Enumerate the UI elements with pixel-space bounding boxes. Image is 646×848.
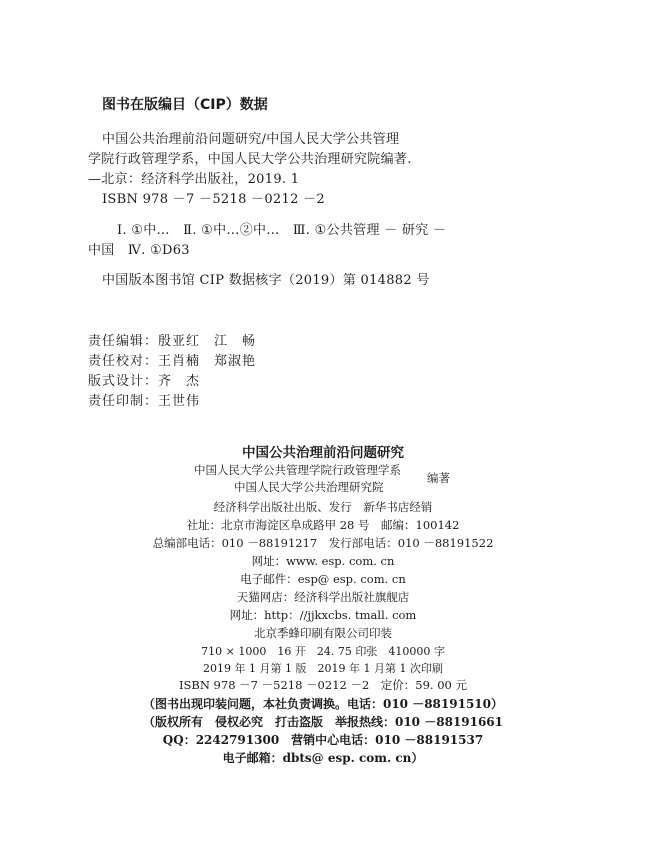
cip-line-3: —北京：经济科学出版社，2019. 1	[88, 172, 300, 187]
credit-layout-designer: 版式设计：齐 杰	[88, 374, 201, 389]
cip-classification-cont: 中国 Ⅳ. ①D63	[88, 243, 190, 258]
credit-editor: 责任编辑：殷亚红 江 畅	[88, 334, 257, 349]
credit-proofreader: 责任校对：王肖楠 郑淑艳	[88, 354, 257, 369]
email-line: 电子邮件：esp@ esp. com. cn	[240, 572, 406, 586]
editor-role: 编著	[427, 471, 450, 485]
printer-line: 北京季蜂印刷有限公司印装	[254, 626, 392, 640]
edition-line: 2019 年 1 月第 1 版 2019 年 1 月第 1 次印刷	[203, 662, 443, 675]
notice-copyright: （版权所有 侵权必究 打击盗版 举报热线：010 －88191661	[142, 715, 504, 729]
tmall-url-line: 网址：http：//jjkxcbs. tmall. com	[229, 608, 417, 622]
cip-classification: Ⅰ. ①中… Ⅱ. ①中…②中… Ⅲ. ①公共管理 － 研究 －	[117, 223, 447, 238]
cip-record-number: 中国版本图书馆 CIP 数据核字（2019）第 014882 号	[102, 273, 430, 288]
cip-isbn: ISBN 978 －7 －5218 －0212 －2	[102, 192, 325, 207]
notice-print-issue: （图书出现印装问题，本社负责调换。电话：010 －88191510）	[142, 697, 504, 711]
book-title: 中国公共治理前沿问题研究	[242, 445, 404, 461]
address-line: 社址：北京市海淀区阜成路甲 28 号 邮编：100142	[186, 518, 460, 532]
website-line: 网址：www. esp. com. cn	[251, 554, 395, 568]
credit-print-supervisor: 责任印制：王世伟	[88, 394, 201, 409]
phone-line: 总编部电话：010 －88191217 发行部电话：010 －88191522	[152, 536, 494, 550]
editors-block	[194, 462, 401, 496]
editor-org-2: 中国人民大学公共治理研究院	[234, 480, 384, 494]
publisher-line: 经济科学出版社出版、发行 新华书店经销	[213, 500, 433, 514]
cip-line-2: 学院行政管理学系，中国人民大学公共治理研究院编著.	[88, 152, 412, 167]
isbn-price-line: ISBN 978 －7 －5218 －0212 －2 定价：59. 00 元	[178, 678, 468, 692]
notice-email: 电子邮箱：dbts@ esp. com. cn）	[222, 751, 424, 765]
cip-line-1: 中国公共治理前沿问题研究/中国人民大学公共管理	[102, 132, 400, 147]
format-line: 710 × 1000 16 开 24. 75 印张 410000 字	[201, 645, 445, 658]
notice-contact: QQ：2242791300 营销中心电话：010 －88191537	[162, 733, 484, 747]
tmall-store-line: 天猫网店：经济科学出版社旗舰店	[236, 590, 410, 604]
editor-org-1: 中国人民大学公共管理学院行政管理学系	[194, 463, 401, 477]
cip-title: 图书在版编目（CIP）数据	[102, 97, 268, 113]
